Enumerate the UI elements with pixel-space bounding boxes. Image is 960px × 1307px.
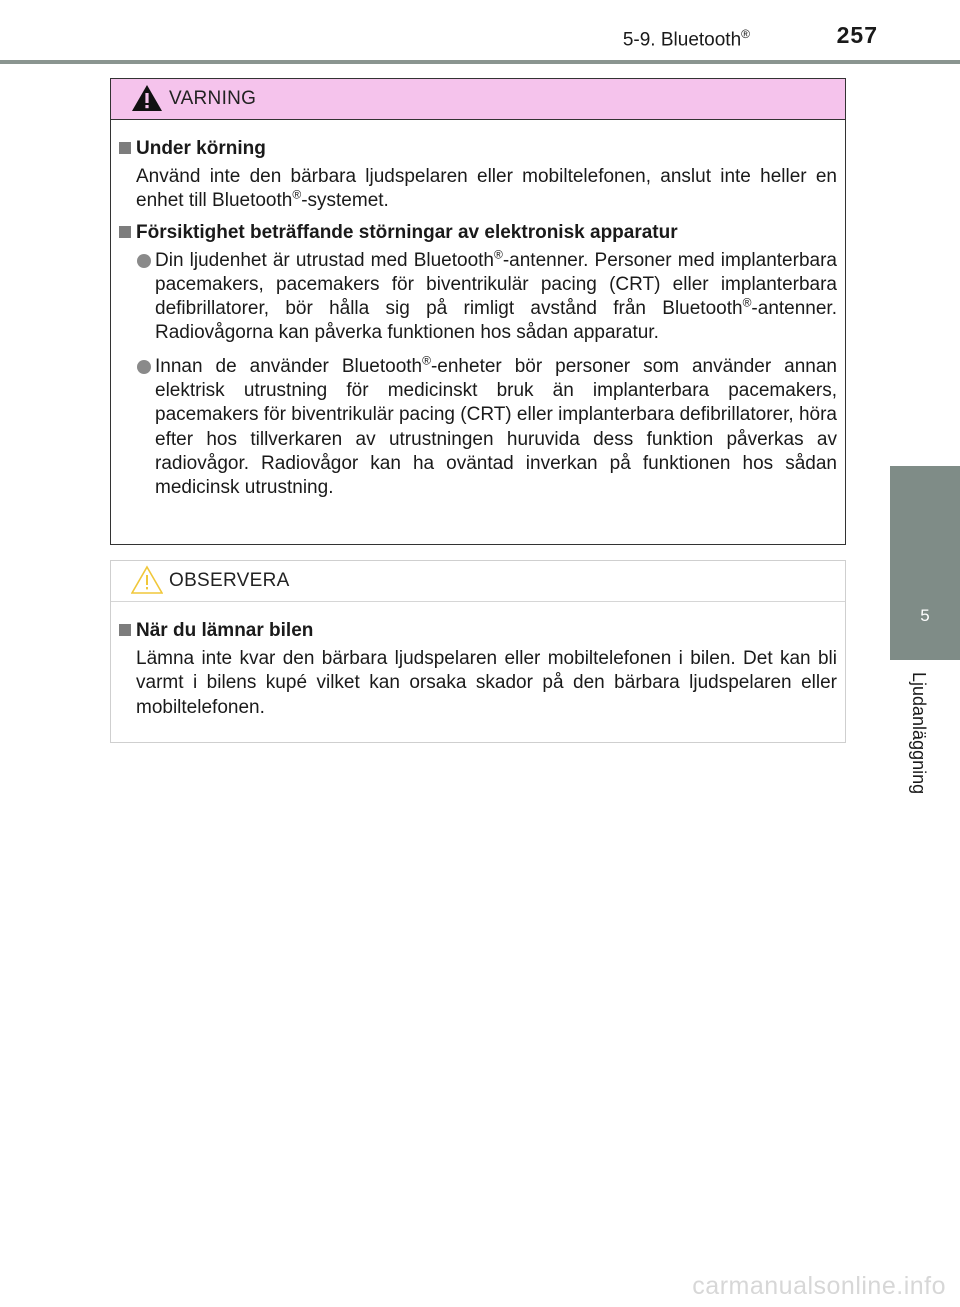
caution-label: OBSERVERA [169,570,290,591]
warning-body [111,120,845,501]
bullet-item: Din ljudenhet är utrustad med Bluetooth®-antenner. Personer med implanterbara pacemakers, pacemakers för biventrikulär pacing (CRT) eller implanterbara defibrillatorer, bör hålla sig på rimligt avstånd från Bluetooth®-antenner. Radiovågorna kan påverka funktionen hos sådan apparatur. [119,249,837,346]
warning-box [110,78,846,545]
warning-label: VARNING [169,88,257,109]
caution-triangle-icon [131,565,163,595]
chapter-tab [890,466,960,660]
watermark: carmanualsonline.info [692,1272,946,1300]
section-heading: Försiktighet beträffande störningar av elektronisk apparatur [119,220,837,246]
square-bullet-icon [119,226,131,238]
warning-header [111,79,845,120]
chapter-label: Ljudanläggning [909,672,929,795]
round-bullet-icon [137,254,151,268]
caution-box [110,560,846,743]
bullet-item: Innan de använder Bluetooth®-enheter bör personer som använder annan elektrisk utrustning för medicinskt bruk än implanterbara pacemakers, pacemakers för biventrikulär pacing (CRT) eller implanterbara defibrillatorer, höra efter hos tillverkaren av utrustningen huruvida dess funktion påverkas av radiovågor. Radiovågor kan ha oväntad inverkan på funktionen hos sådan medicinsk utrustning. [119,355,837,501]
header-rule [0,60,960,64]
paragraph: Använd inte den bärbara ljudspelaren eller mobiltelefonen, anslut inte heller en enhet till Bluetooth®-systemet. [136,166,837,212]
section-heading: När du lämnar bilen [119,618,837,644]
square-bullet-icon [119,142,131,154]
warning-triangle-icon [131,83,163,113]
chapter-number: 5 [920,606,930,625]
paragraph: Lämna inte kvar den bärbara ljudspelaren eller mobiltelefonen i bilen. Det kan bli varmt i bilens kupé vilket kan orsaka skador på den bärbara ljudspelaren eller mobiltelefonen. [136,648,837,718]
page-number: 257 [836,22,878,48]
section-heading: Under körning [119,136,837,162]
caution-header [111,561,845,602]
square-bullet-icon [119,624,131,636]
round-bullet-icon [137,360,151,374]
section-title: 5-9. Bluetooth® [622,27,750,51]
caution-body [111,602,845,720]
